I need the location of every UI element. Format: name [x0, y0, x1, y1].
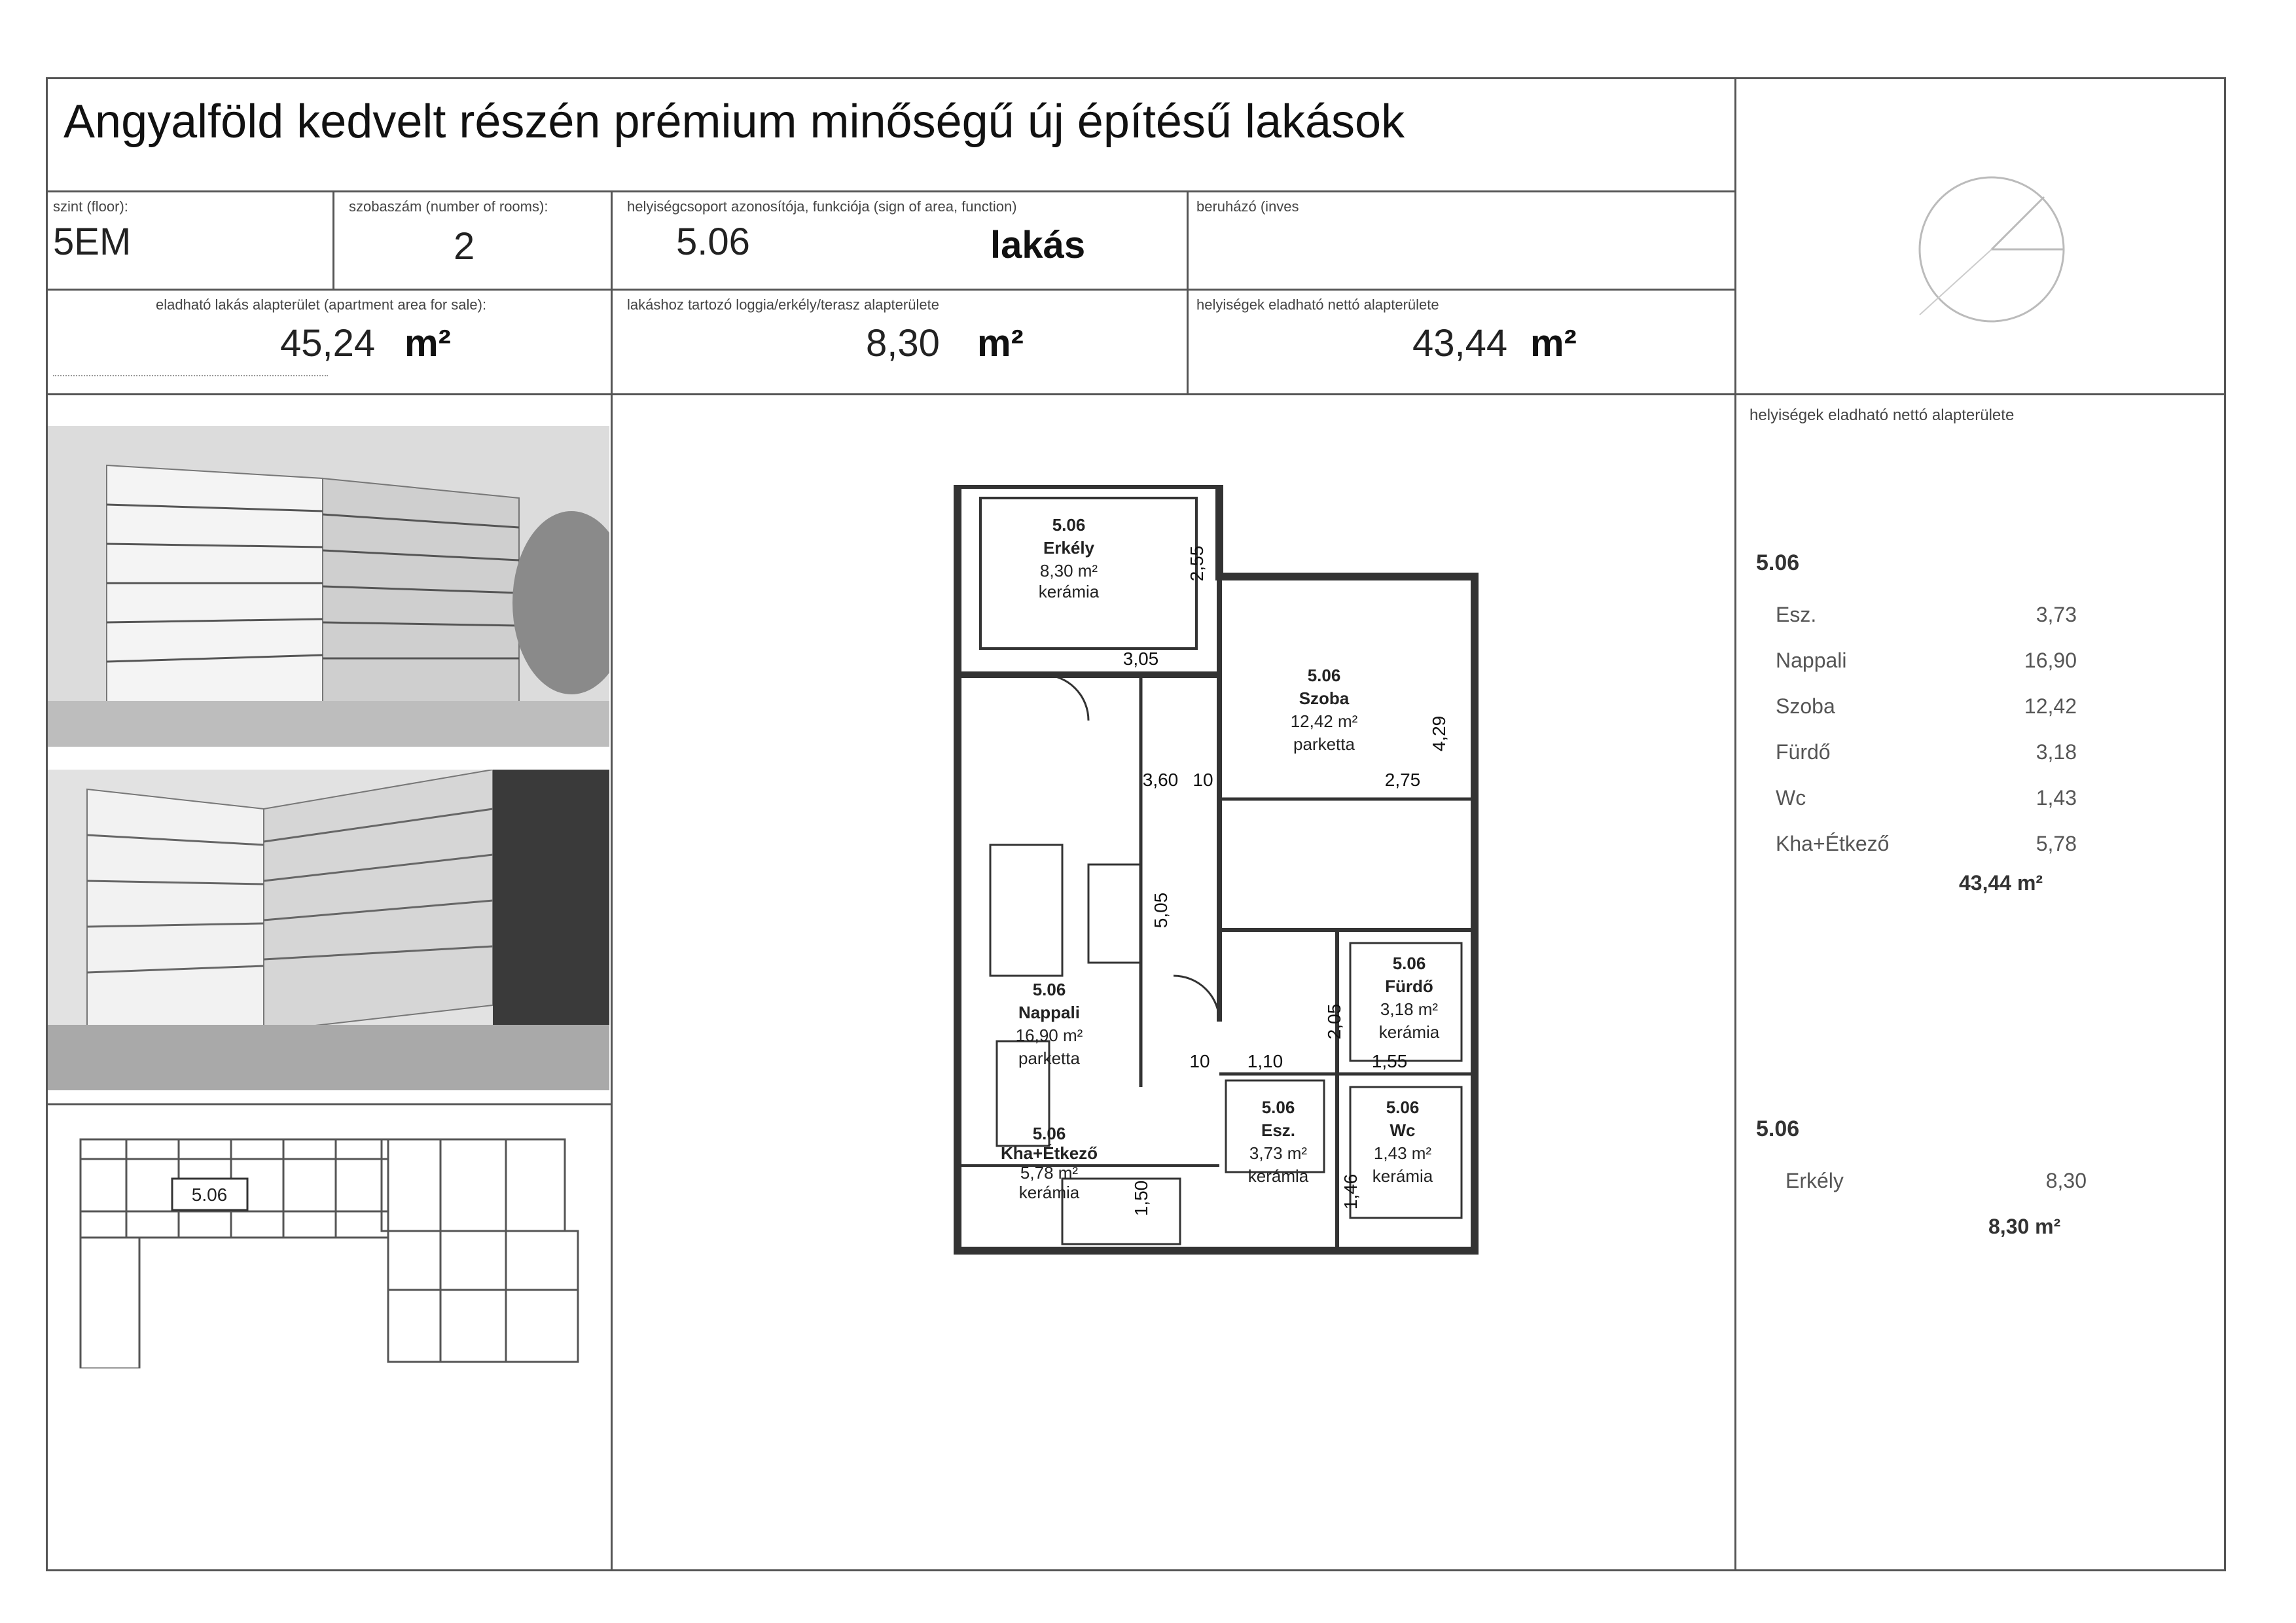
dim-bath-width: 1,55: [1371, 1051, 1408, 1071]
divider-key-plan: [48, 1103, 611, 1105]
balcony-floor: kerámia: [1038, 582, 1100, 601]
list-item: Kha+Étkező 5,78: [1776, 832, 2077, 855]
list-item: Nappali 16,90: [1776, 649, 2077, 672]
balcony-name: Erkély: [1043, 538, 1095, 558]
balcony-id: 5.06: [1052, 515, 1086, 535]
function-value: lakás: [990, 224, 1086, 266]
side-group1-total: 43,44 m²: [1959, 871, 2043, 895]
wc-id: 5.06: [1386, 1097, 1420, 1117]
loggia-label: lakáshoz tartozó loggia/erkély/terasz alapterülete: [627, 296, 939, 313]
list-item: Fürdő 3,18: [1776, 740, 2077, 764]
dim-bedroom-depth: 4,29: [1429, 715, 1449, 752]
living-room-name: Nappali: [1018, 1003, 1080, 1022]
dim-wall-2: 10: [1189, 1051, 1210, 1071]
area-id-label: helyiségcsoport azonosítója, funkciója (sign of area, function): [627, 198, 1017, 215]
dim-balcony-depth: 2,55: [1187, 545, 1207, 582]
hall-area: 3,73 m²: [1249, 1143, 1308, 1163]
bedroom-floor: parketta: [1293, 734, 1355, 754]
side-group1-id: 5.06: [1756, 550, 1800, 575]
floor-label: szint (floor):: [53, 198, 128, 215]
compass-icon: [1893, 151, 2090, 348]
dim-bedroom-width: 2,75: [1384, 770, 1421, 790]
kitchen-id: 5.06: [1032, 1124, 1066, 1143]
sale-area-value: 45,24: [280, 322, 376, 365]
dim-living-width: 3,60: [1142, 770, 1179, 790]
divider-info-bottom: [48, 393, 2224, 395]
hall-name: Esz.: [1261, 1120, 1296, 1140]
dim-wc-depth: 1,46: [1340, 1173, 1361, 1210]
key-plan-unit-label: 5.06: [191, 1185, 228, 1205]
list-item: Esz. 3,73: [1776, 603, 2077, 626]
balcony-area: 8,30 m²: [1039, 561, 1098, 580]
hall-floor: kerámia: [1247, 1166, 1309, 1186]
divider-right-column: [1734, 79, 1736, 1569]
dim-living-depth: 5,05: [1151, 892, 1171, 929]
bathroom-area: 3,18 m²: [1380, 999, 1439, 1019]
fine-print-line: [53, 375, 328, 382]
net-area-unit: m²: [1530, 322, 1577, 365]
dim-bath-depth: 2,05: [1324, 1003, 1344, 1040]
side-group2-id: 5.06: [1756, 1116, 1800, 1141]
net-area-label: helyiségek eladható nettó alapterülete: [1196, 296, 1439, 313]
dim-wall-1: 10: [1193, 770, 1213, 790]
net-area-value: 43,44: [1412, 322, 1508, 365]
dim-kitchen-depth: 1,50: [1131, 1180, 1151, 1217]
page-title: Angyalföld kedvelt részén prémium minőségű új építésű lakások: [63, 96, 1405, 148]
apartment-floor-plan: [944, 485, 1488, 1270]
side-header: helyiségek eladható nettó alapterülete: [1749, 406, 2015, 424]
list-item: Erkély 8,30: [1785, 1169, 2087, 1192]
sale-area-label: eladható lakás alapterület (apartment area for sale):: [156, 296, 487, 313]
living-room-floor: parketta: [1018, 1048, 1080, 1068]
bedroom-area: 12,42 m²: [1290, 711, 1358, 731]
bedroom-name: Szoba: [1299, 688, 1350, 708]
dim-balcony-width: 3,05: [1122, 649, 1159, 669]
wc-area: 1,43 m²: [1373, 1143, 1432, 1163]
kitchen-floor: kerámia: [1018, 1183, 1080, 1202]
rooms-label: szobaszám (number of rooms):: [349, 198, 548, 215]
list-item: Szoba 12,42: [1776, 694, 2077, 718]
courtyard-render-photo: [48, 770, 609, 1090]
investor-label: beruházó (inves: [1196, 198, 1299, 215]
hall-id: 5.06: [1261, 1097, 1295, 1117]
rooms-value: 2: [454, 225, 475, 268]
divider-floor-rooms: [332, 190, 334, 289]
area-id-value: 5.06: [676, 221, 750, 263]
document-sheet: [46, 77, 2226, 1571]
living-room-area: 16,90 m²: [1015, 1026, 1083, 1045]
loggia-unit: m²: [977, 322, 1024, 365]
wc-floor: kerámia: [1372, 1166, 1433, 1186]
bathroom-id: 5.06: [1392, 954, 1426, 973]
kitchen-name: Kha+Étkező: [1000, 1143, 1098, 1163]
living-room-id: 5.06: [1032, 980, 1066, 999]
divider-investor: [1187, 190, 1189, 393]
wc-name: Wc: [1390, 1120, 1416, 1140]
kitchen-area: 5,78 m²: [1020, 1163, 1079, 1183]
divider-title: [48, 190, 1734, 192]
key-floor-plan: [74, 1120, 591, 1368]
floor-value: 5EM: [53, 221, 132, 263]
building-render-photo: [48, 426, 609, 747]
bedroom-id: 5.06: [1307, 666, 1341, 685]
dim-hall-width: 1,10: [1247, 1051, 1283, 1071]
sale-area-unit: m²: [404, 322, 451, 365]
divider-left-column: [611, 190, 613, 1569]
bathroom-floor: kerámia: [1378, 1022, 1440, 1042]
divider-info-rows: [48, 289, 1734, 291]
side-group2-total: 8,30 m²: [1988, 1215, 2061, 1238]
list-item: Wc 1,43: [1776, 786, 2077, 810]
bathroom-name: Fürdő: [1385, 976, 1433, 996]
loggia-value: 8,30: [866, 322, 940, 365]
